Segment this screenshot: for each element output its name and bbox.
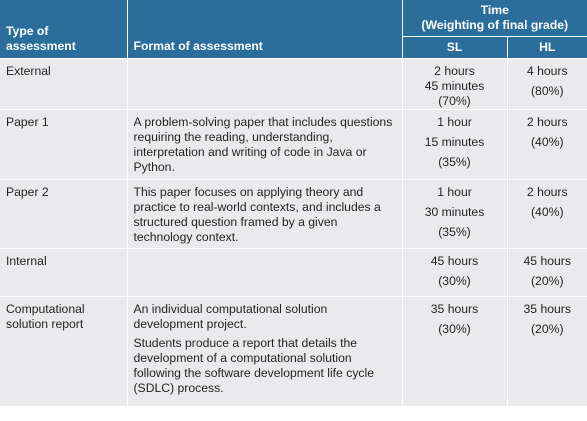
table-row — [0, 110, 587, 180]
hl-line: 4 hours — [526, 64, 568, 78]
cell-hl — [507, 59, 587, 110]
format-paragraph: An individual computational solution development project. — [133, 302, 328, 331]
cell-format — [127, 297, 402, 407]
type-line: External — [6, 64, 51, 78]
cell-type — [0, 180, 127, 249]
sl-line: 45 minutes — [424, 79, 485, 93]
hl-weighting: (80%) — [531, 84, 564, 98]
header-type-of-assessment: Type of assessment — [0, 0, 127, 59]
cell-type — [0, 110, 127, 180]
cell-sl — [402, 297, 507, 407]
sl-line: 35 hours — [430, 302, 479, 316]
hl-weighting: (40%) — [531, 205, 564, 219]
format-paragraph: A problem-solving paper that includes questions requiring the reading, understanding, interpretation and writing of code in Java or Python. — [133, 115, 393, 174]
type-line: solution report — [6, 317, 84, 331]
cell-type — [0, 249, 127, 297]
type-line: Paper 2 — [6, 185, 49, 199]
cell-format — [127, 180, 402, 249]
cell-type — [0, 297, 127, 407]
hl-line: 35 hours — [523, 302, 571, 316]
cell-format — [127, 59, 402, 110]
format-paragraph: Students produce a report that details the development of a computational solution following the software development life cycle (SDLC) process. — [133, 336, 374, 395]
cell-type — [0, 59, 127, 110]
header-weighting-label: (Weighting of final grade) — [421, 18, 569, 32]
cell-format — [127, 110, 402, 180]
sl-weighting: (35%) — [438, 225, 471, 239]
header-time-weighting — [402, 0, 587, 37]
hl-line: 2 hours — [526, 185, 568, 199]
hl-weighting: (20%) — [531, 322, 564, 336]
hl-weighting: (40%) — [531, 135, 564, 149]
hl-weighting: (20%) — [531, 274, 564, 288]
sl-line: 1 hour — [437, 115, 472, 129]
type-line: Computational — [6, 302, 85, 316]
header-sl: SL — [402, 37, 507, 59]
cell-sl — [402, 59, 507, 110]
cell-sl — [402, 249, 507, 297]
sl-line: 2 hours — [434, 64, 475, 78]
sl-weighting: (70%) — [438, 94, 471, 108]
cell-hl — [507, 180, 587, 249]
type-line: Paper 1 — [6, 115, 49, 129]
sl-line: 1 hour — [437, 185, 472, 199]
hl-line: 2 hours — [526, 115, 568, 129]
cell-hl — [507, 110, 587, 180]
table-row — [0, 249, 587, 297]
table-row — [0, 59, 587, 110]
cell-sl — [402, 110, 507, 180]
format-paragraph: This paper focuses on applying theory and practice to real-world contexts, and includes a structured question framed by a given technology context. — [133, 185, 381, 244]
hl-line: 45 hours — [523, 254, 571, 268]
sl-weighting: (35%) — [438, 155, 471, 169]
table-row — [0, 180, 587, 249]
sl-weighting: (30%) — [438, 274, 471, 288]
sl-weighting: (30%) — [438, 322, 471, 336]
header-format-of-assessment: Format of assessment — [127, 0, 402, 59]
sl-line: 15 minutes — [424, 135, 485, 149]
cell-hl — [507, 297, 587, 407]
type-line: Internal — [6, 254, 47, 268]
cell-sl — [402, 180, 507, 249]
sl-line: 45 hours — [430, 254, 479, 268]
header-hl: HL — [507, 37, 587, 59]
cell-hl — [507, 249, 587, 297]
sl-line: 30 minutes — [424, 205, 485, 219]
cell-format — [127, 249, 402, 297]
table-row — [0, 297, 587, 407]
header-time-label: Time — [480, 3, 509, 17]
